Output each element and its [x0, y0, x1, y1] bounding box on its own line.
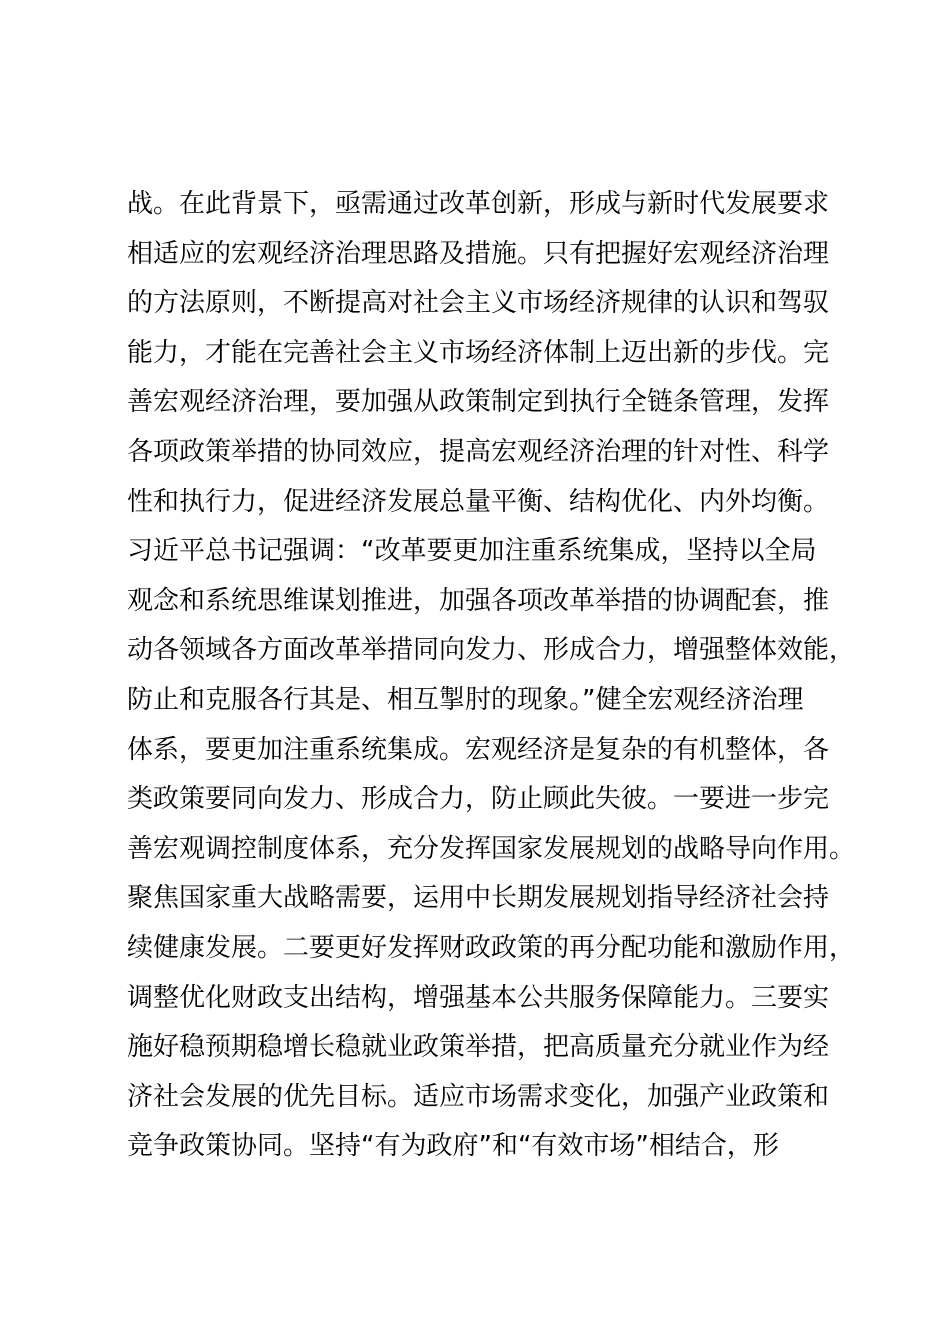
text-line: 观念和系统思维谋划推进，加强各项改革举措的协调配套，推	[127, 585, 830, 616]
text-line: 的方法原则，不断提高对社会主义市场经济规律的认识和驾驭	[127, 288, 830, 319]
text-line: 动各领域各方面改革举措同向发力、形成合力，增强整体效能，	[127, 635, 856, 666]
text-line: 防止和克服各行其是、相互掣肘的现象。”健全宏观经济治理	[127, 684, 804, 715]
text-line: 类政策要同向发力、形成合力，防止顾此失彼。一要进一步完	[127, 784, 830, 815]
text-line: 调整优化财政支出结构，增强基本公共服务保障能力。三要实	[127, 982, 830, 1013]
text-line: 聚焦国家重大战略需要，运用中长期发展规划指导经济社会持	[127, 883, 830, 914]
text-line: 能力，才能在完善社会主义市场经济体制上迈出新的步伐。完	[127, 337, 830, 368]
text-line: 体系，要更加注重系统集成。宏观经济是复杂的有机整体，各	[127, 734, 830, 765]
body-text	[127, 180, 857, 1172]
text-line: 习近平总书记强调：“改革要更加注重系统集成，坚持以全局	[127, 536, 817, 567]
text-line: 善宏观经济治理，要加强从政策制定到执行全链条管理，发挥	[127, 387, 830, 418]
text-line: 战。在此背景下，亟需通过改革创新，形成与新时代发展要求	[127, 189, 830, 219]
text-line: 相适应的宏观经济治理思路及措施。只有把握好宏观经济治理	[127, 238, 830, 269]
text-line: 善宏观调控制度体系，充分发挥国家发展规划的战略导向作用。	[127, 833, 856, 864]
text-line: 施好稳预期稳增长稳就业政策举措，把高质量充分就业作为经	[127, 1032, 830, 1063]
text-line: 济社会发展的优先目标。适应市场需求变化，加强产业政策和	[127, 1081, 830, 1112]
text-line: 各项政策举措的协同效应，提高宏观经济治理的针对性、科学	[127, 436, 830, 467]
text-line: 续健康发展。二要更好发挥财政政策的再分配功能和激励作用，	[127, 932, 856, 963]
text-line: 性和执行力，促进经济发展总量平衡、结构优化、内外均衡。	[127, 486, 830, 517]
text-line: 竞争政策协同。坚持“有为政府”和“有效市场”相结合，形	[127, 1131, 779, 1162]
